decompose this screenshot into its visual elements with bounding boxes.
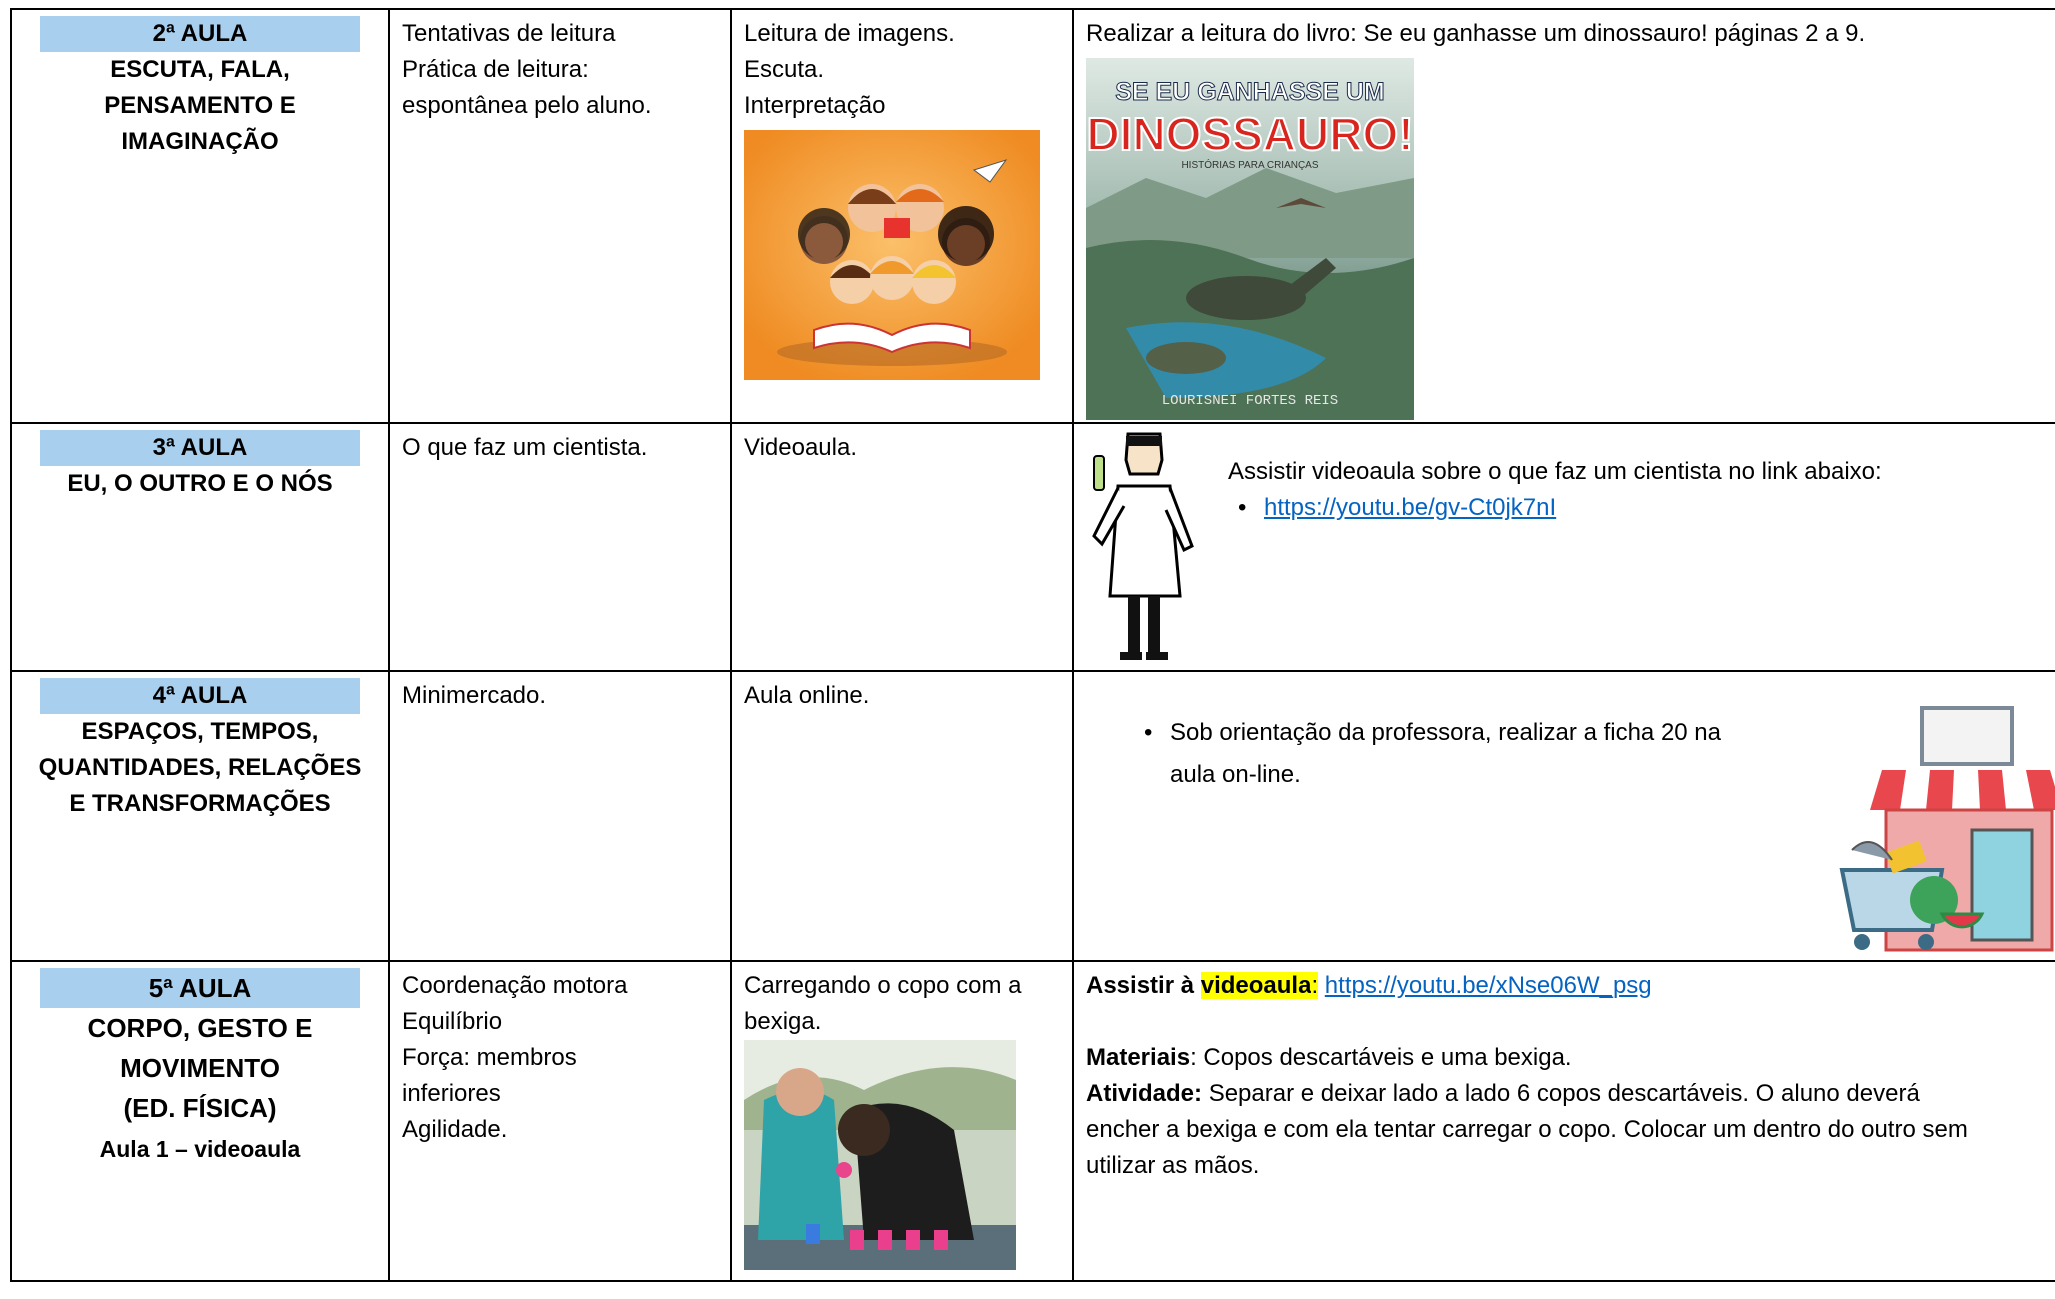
book-author: LOURISNEI FORTES REIS <box>1161 393 1339 409</box>
lesson-subtitle: Aula 1 – videoaula <box>99 1136 301 1162</box>
market-stall-illustration <box>1822 700 2055 956</box>
lesson-number: 4ª AULA <box>40 678 360 714</box>
book-cover-image <box>1086 58 1414 420</box>
content-cell <box>389 671 731 961</box>
lesson-title-line: (ED. FÍSICA) <box>123 1093 277 1123</box>
content-cell <box>389 423 731 671</box>
activity-cell <box>1073 423 2055 671</box>
activity-line: Sob orientação da professora, realizar a ficha 20 na <box>1170 719 1722 746</box>
lesson-title-line: E TRANSFORMAÇÕES <box>69 790 331 817</box>
lesson-title-line: ESCUTA, FALA, <box>110 56 290 83</box>
table-row <box>11 423 2055 671</box>
scientist-illustration <box>1088 426 1198 666</box>
content-line: Prática de leitura: <box>402 56 589 83</box>
lesson-title-line: IMAGINAÇÃO <box>121 128 279 155</box>
watch-label: Assistir à <box>1086 972 1195 999</box>
strategy-cell <box>731 671 1073 961</box>
book-title-line2: DINOSSAURO! <box>1086 108 1414 160</box>
content-line: espontânea pelo aluno. <box>402 92 652 119</box>
strategy-line: Carregando o copo com a <box>744 972 1022 999</box>
content-line: Minimercado. <box>402 682 547 709</box>
activity-cell <box>1073 9 2055 423</box>
lesson-title-line: ESPAÇOS, TEMPOS, <box>81 718 319 745</box>
activity-text: Realizar a leitura do livro: Se eu ganhasse um dinossauro! páginas 2 a 9. <box>1086 20 1866 47</box>
lesson-header-cell <box>11 9 389 423</box>
children-reading-illustration <box>744 130 1040 380</box>
strategy-line: Videoaula. <box>744 434 857 461</box>
lesson-header-cell <box>11 671 389 961</box>
lesson-number: 5ª AULA <box>40 968 360 1008</box>
table-row <box>11 9 2055 423</box>
strategy-cell <box>731 961 1073 1281</box>
strategy-line: Interpretação <box>744 92 886 119</box>
video-link[interactable]: https://youtu.be/xNse06W_psg <box>1324 972 1652 999</box>
activity-label: Atividade: <box>1086 1080 1203 1107</box>
table-row <box>11 961 2055 1281</box>
lesson-title-line: MOVIMENTO <box>120 1053 280 1083</box>
lesson-title-line: PENSAMENTO E <box>104 92 296 119</box>
lesson-plan-table <box>10 8 2055 1282</box>
link-list-item <box>1264 490 2055 526</box>
content-line: O que faz um cientista. <box>402 434 648 461</box>
strategy-cell <box>731 423 1073 671</box>
content-cell <box>389 961 731 1281</box>
materials-label: Materiais <box>1086 1044 1191 1071</box>
watch-highlight: videoaula <box>1200 972 1312 999</box>
lesson-number: 2ª AULA <box>40 16 360 52</box>
content-line: Força: membros <box>402 1044 577 1071</box>
lesson-title-line: EU, O OUTRO E O NÓS <box>67 470 333 497</box>
content-line: Equilíbrio <box>402 1008 503 1035</box>
video-link[interactable]: https://youtu.be/gv-Ct0jk7nI <box>1264 494 1557 521</box>
strategy-cell <box>731 9 1073 423</box>
book-title-line1: SE EU GANHASSE UM <box>1115 78 1385 106</box>
content-line: Agilidade. <box>402 1116 508 1143</box>
strategy-line: Escuta. <box>744 56 825 83</box>
materials-text: : Copos descartáveis e uma bexiga. <box>1190 1044 1572 1071</box>
table-row <box>11 671 2055 961</box>
lesson-number: 3ª AULA <box>40 430 360 466</box>
watch-colon: : <box>1311 972 1319 999</box>
strategy-line: bexiga. <box>744 1008 822 1035</box>
activity-cell <box>1073 961 2055 1281</box>
lesson-header-cell <box>11 423 389 671</box>
content-cell <box>389 9 731 423</box>
activity-cell <box>1073 671 2055 961</box>
content-line: Tentativas de leitura <box>402 20 616 47</box>
activity-bullet <box>1170 712 1790 796</box>
activity-line: Separar e deixar lado a lado 6 copos descartáveis. O aluno deverá <box>1208 1080 1920 1107</box>
content-line: inferiores <box>402 1080 501 1107</box>
lesson-title-line: QUANTIDADES, RELAÇÕES <box>38 754 362 781</box>
lesson-title-line: CORPO, GESTO E <box>87 1013 313 1043</box>
content-line: Coordenação motora <box>402 972 628 999</box>
activity-line: aula on-line. <box>1170 761 1301 788</box>
activity-text: Assistir videoaula sobre o que faz um cientista no link abaixo: <box>1228 458 1882 485</box>
strategy-line: Leitura de imagens. <box>744 20 955 47</box>
lesson-header-cell <box>11 961 389 1281</box>
activity-line: utilizar as mãos. <box>1086 1152 1260 1179</box>
strategy-line: Aula online. <box>744 682 870 709</box>
balloon-cup-photo <box>744 1040 1016 1270</box>
activity-line: encher a bexiga e com ela tentar carregar o copo. Colocar um dentro do outro sem <box>1086 1116 1968 1143</box>
book-subtitle: HISTÓRIAS PARA CRIANÇAS <box>1181 160 1319 171</box>
